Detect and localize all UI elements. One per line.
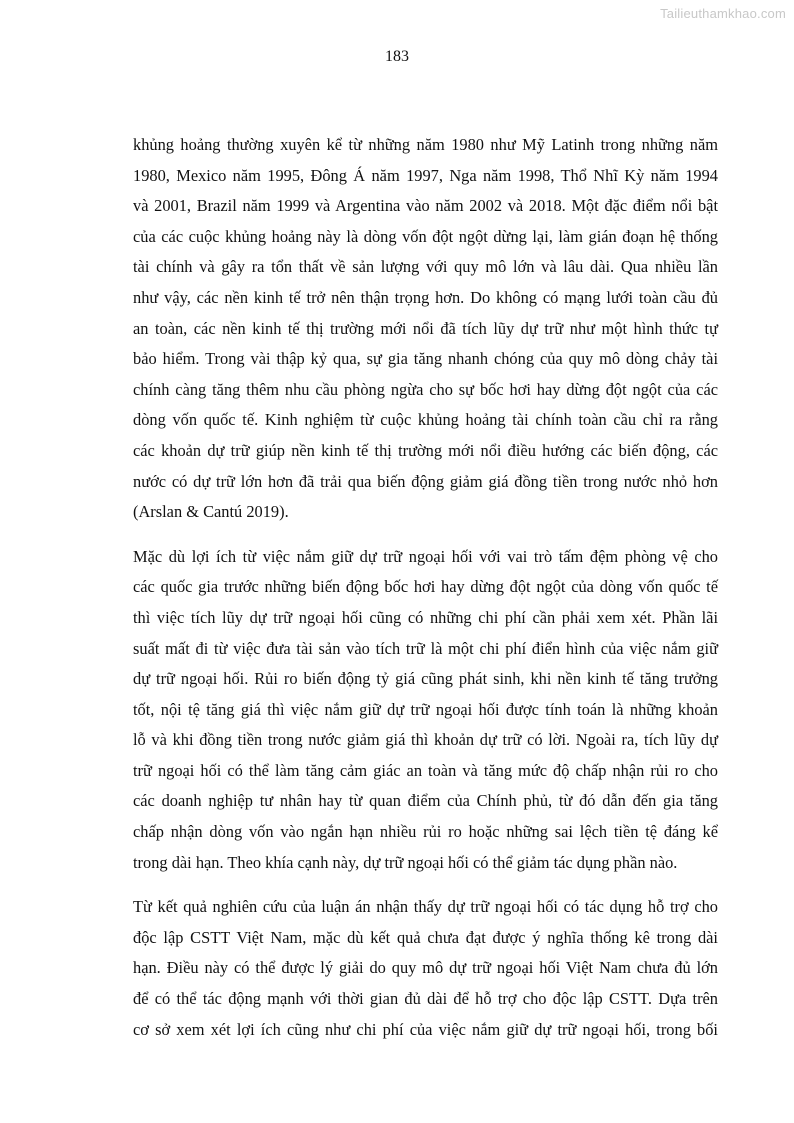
text-line: các quốc gia trước những biến động bốc hơi hay dừng đột ngột của dòng vốn quốc tế xyxy=(133,577,718,597)
text-line: Mặc dù lợi ích từ việc nắm giữ dự trữ ngoại hối với vai trò tấm đệm phòng vệ cho xyxy=(133,546,718,566)
text-line: chính càng tăng thêm nhu cầu phòng ngừa cho sự bốc hơi hay dừng đột ngột của các xyxy=(133,379,718,399)
text-line: để có thể tác động mạnh với thời gian đủ dài để hỗ trợ cho độc lập CSTT. Dựa trên xyxy=(133,989,718,1009)
text-line: các khoản dự trữ giúp nền kinh tế thị trường mới nổi điều hướng các biến động, các xyxy=(133,440,718,460)
text-line: 1980, Mexico năm 1995, Đông Á năm 1997, Nga năm 1998, Thổ Nhĩ Kỳ năm 1994 xyxy=(133,165,718,185)
text-line: nước có dự trữ lớn hơn đã trải qua biến động giảm giá đồng tiền trong nước nhỏ hơn xyxy=(133,471,718,491)
text-line: an toàn, các nền kinh tế thị trường mới nổi đã tích lũy dự trữ như một hình thức tự xyxy=(133,318,718,338)
body-text xyxy=(133,130,718,1059)
text-line: các doanh nghiệp tư nhân hay từ quan điểm của Chính phủ, từ đó dẫn đến gia tăng xyxy=(133,791,718,811)
text-line: dòng vốn quốc tế. Kinh nghiệm từ cuộc khủng hoảng tài chính toàn cầu chỉ ra rằng xyxy=(133,410,718,430)
text-line: trữ ngoại hối có thể làm tăng cảm giác an toàn và tăng mức độ chấp nhận rủi ro cho xyxy=(133,760,718,780)
text-line: tài chính và gây ra tổn thất về sản lượng với quy mô lớn và lâu dài. Qua nhiều lần xyxy=(133,257,718,277)
text-line: suất mất đi từ việc đưa tài sản vào tích trữ là một chi phí điển hình của việc nắm giữ xyxy=(133,638,718,658)
text-line: khủng hoảng thường xuyên kể từ những năm 1980 như Mỹ Latinh trong những năm xyxy=(133,135,718,154)
text-line: bảo hiểm. Trong vài thập kỷ qua, sự gia tăng nhanh chóng của quy mô dòng chảy tài xyxy=(133,349,718,369)
text-line: chấp nhận dòng vốn vào ngắn hạn nhiều rủi ro hoặc những sai lệch tiền tệ đáng kể xyxy=(133,822,718,842)
paragraph-3 xyxy=(133,892,718,1045)
text-line: hạn. Điều này có thể được lý giải do quy mô dự trữ ngoại hối Việt Nam chưa đủ lớn xyxy=(133,958,718,978)
text-line: trong dài hạn. Theo khía cạnh này, dự trữ ngoại hối có thể giảm tác dụng phần nào. xyxy=(133,852,678,872)
text-line: tốt, nội tệ tăng giá thì việc nắm giữ dự trữ ngoại hối được tính toán là những khoản xyxy=(133,699,718,719)
paragraph-2 xyxy=(133,542,718,879)
text-line: cơ sở xem xét lợi ích cũng như chi phí của việc nắm giữ dự trữ ngoại hối, trong bối xyxy=(133,1019,718,1039)
text-line: lỗ và khi đồng tiền trong nước giảm giá thì khoản dự trữ có lời. Ngoài ra, tích lũy dự xyxy=(133,730,718,750)
page-number: 183 xyxy=(385,48,409,65)
text-line: dự trữ ngoại hối. Rủi ro biến động tỷ giá cũng phát sinh, khi nền kinh tế tăng trưởng xyxy=(133,669,718,689)
text-line: như vậy, các nền kinh tế trở nên thận trọng hơn. Do không có mạng lưới toàn cầu đủ xyxy=(133,287,718,307)
text-line: thì việc tích lũy dự trữ ngoại hối cũng có những chi phí cần phải xem xét. Phần lãi xyxy=(133,607,718,627)
watermark: Tailieuthamkhao.com xyxy=(660,6,786,21)
text-line: Từ kết quả nghiên cứu của luận án nhận thấy dự trữ ngoại hối có tác dụng hỗ trợ cho xyxy=(133,897,718,917)
text-line: và 2001, Brazil năm 1999 và Argentina vào năm 2002 và 2018. Một đặc điểm nổi bật xyxy=(133,196,718,216)
paragraph-1 xyxy=(133,130,718,528)
text-line: của các cuộc khủng hoảng này là dòng vốn đột ngột dừng lại, làm gián đoạn hệ thống xyxy=(133,226,718,246)
text-line: độc lập CSTT Việt Nam, mặc dù kết quả chưa đạt được ý nghĩa thống kê trong dài xyxy=(133,927,718,947)
text-line: (Arslan & Cantú 2019). xyxy=(133,502,289,522)
